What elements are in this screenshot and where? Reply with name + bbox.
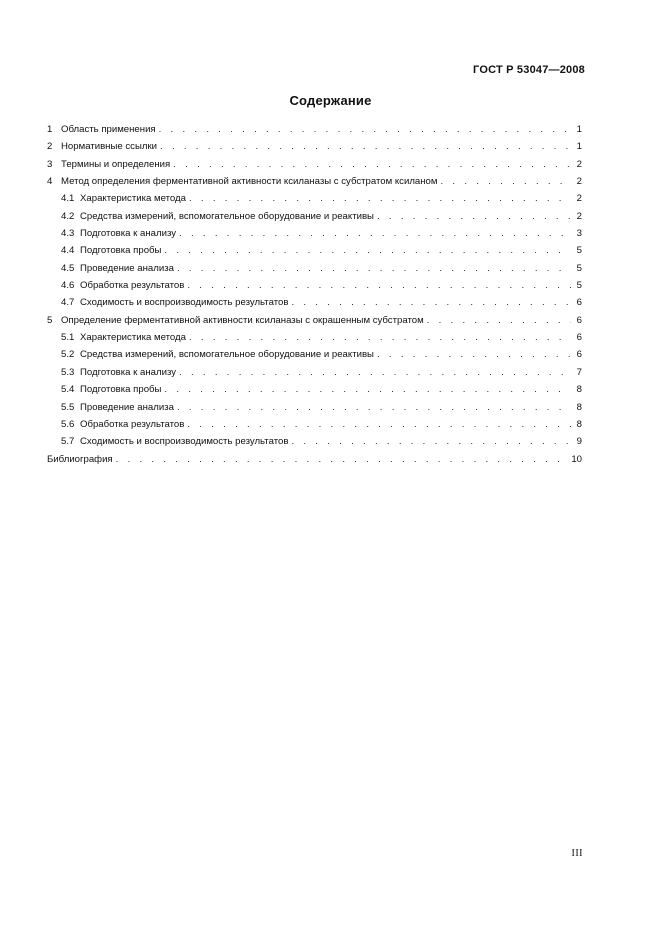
- toc-entry-number: 4: [47, 176, 53, 188]
- toc-entry-page: 5: [576, 262, 582, 274]
- toc-entry-title: Термины и определения: [61, 158, 171, 170]
- toc-entry[interactable]: [47, 364, 582, 381]
- toc-entry[interactable]: [47, 208, 582, 225]
- toc-entry-title: Средства измерений, вспомогательное оборудование и реактивы: [80, 349, 374, 361]
- toc-entry[interactable]: [47, 156, 582, 173]
- toc-leader-dots: [164, 381, 571, 398]
- toc-entry-number: 1: [47, 124, 53, 135]
- toc-entry-page: 2: [576, 193, 582, 205]
- toc-leader-dots: [159, 121, 571, 138]
- toc-leader-dots: [116, 451, 569, 468]
- toc-entry-title: Подготовка к анализу: [80, 366, 177, 378]
- toc-entry[interactable]: [47, 451, 582, 468]
- toc-entry[interactable]: [47, 346, 582, 363]
- toc-entry-title: Нормативные ссылки: [61, 141, 158, 153]
- toc-entry[interactable]: [47, 277, 582, 294]
- toc-leader-dots: [164, 242, 571, 259]
- toc-entry-number: 5.6: [61, 418, 75, 430]
- toc-leader-dots: [187, 416, 571, 433]
- toc-entry-title: Характеристика метода: [80, 332, 186, 344]
- toc-entry-page: 5: [576, 280, 582, 292]
- toc-leader-dots: [291, 294, 571, 311]
- toc-entry-page: 6: [576, 314, 582, 326]
- toc-entry[interactable]: [47, 329, 582, 346]
- toc-entry-title: Область применения: [61, 124, 156, 135]
- toc-entry[interactable]: [47, 381, 582, 398]
- toc-entry-number: 4.3: [61, 228, 75, 240]
- toc-entry[interactable]: [47, 433, 582, 450]
- toc-entry-page: 6: [576, 332, 582, 344]
- toc-entry-number: 5.2: [61, 349, 75, 361]
- toc-entry-page: 5: [576, 245, 582, 257]
- toc-entry-page: 10: [571, 453, 582, 465]
- toc-entry-number: 5.1: [61, 332, 75, 344]
- toc-entry-number: 4.2: [61, 210, 75, 222]
- toc-entry-title: Подготовка к анализу: [80, 228, 177, 240]
- toc-leader-dots: [179, 364, 571, 381]
- toc-leader-dots: [177, 399, 571, 416]
- toc-entry-title: Сходимость и воспроизводимость результатов: [80, 436, 289, 448]
- toc-entry-title: Проведение анализа: [80, 262, 174, 274]
- toc-leader-dots: [189, 329, 571, 346]
- toc-entry-page: 8: [576, 418, 582, 430]
- toc-leader-dots: [173, 156, 571, 173]
- toc-entry-number: 5.4: [61, 384, 75, 396]
- toc-entry-title: Обработка результатов: [80, 418, 185, 430]
- toc-entry[interactable]: [47, 294, 582, 311]
- toc-entry-page: 8: [576, 384, 582, 396]
- toc-leader-dots: [377, 208, 571, 225]
- toc-leader-dots: [189, 190, 571, 207]
- toc-entry[interactable]: [47, 121, 582, 138]
- toc-leader-dots: [441, 173, 572, 190]
- toc-entry[interactable]: [47, 399, 582, 416]
- page-number: III: [571, 848, 583, 859]
- toc-entry-page: 1: [576, 141, 582, 153]
- toc-entry-number: 4.7: [61, 297, 75, 309]
- toc-leader-dots: [160, 138, 571, 155]
- toc-entry-page: 6: [576, 297, 582, 309]
- toc-entry-title: Обработка результатов: [80, 280, 185, 292]
- toc-entry-title: Проведение анализа: [80, 401, 174, 413]
- toc-entry-number: 4.4: [61, 245, 75, 257]
- toc-entry[interactable]: [47, 138, 582, 155]
- toc-entry-title: Метод определения ферментативной активности ксиланазы с субстратом ксиланом: [61, 176, 438, 188]
- toc-entry-page: 7: [576, 366, 582, 378]
- toc-title: Содержание: [289, 93, 372, 108]
- toc-list: [47, 121, 582, 468]
- toc-leader-dots: [187, 277, 571, 294]
- toc-leader-dots: [179, 225, 571, 242]
- toc-entry-title: Характеристика метода: [80, 193, 186, 205]
- toc-entry-page: 3: [576, 228, 582, 240]
- toc-leader-dots: [291, 433, 571, 450]
- toc-entry[interactable]: [47, 242, 582, 259]
- toc-entry-page: 2: [576, 158, 582, 170]
- toc-entry-number: 5: [47, 314, 53, 326]
- toc-entry[interactable]: [47, 416, 582, 433]
- toc-entry[interactable]: [47, 260, 582, 277]
- toc-entry-number: 4.6: [61, 280, 75, 292]
- toc-entry[interactable]: [47, 312, 582, 329]
- toc-entry-title: Средства измерений, вспомогательное оборудование и реактивы: [80, 210, 374, 222]
- toc-leader-dots: [427, 312, 571, 329]
- toc-leader-dots: [377, 346, 571, 363]
- toc-entry-title: Библиография: [47, 453, 113, 465]
- toc-entry-number: 2: [47, 141, 53, 153]
- toc-entry-title: Подготовка пробы: [80, 245, 162, 257]
- toc-entry[interactable]: [47, 190, 582, 207]
- toc-entry-number: 4.1: [61, 193, 75, 205]
- toc-entry-page: 2: [576, 210, 582, 222]
- toc-entry-number: 3: [47, 158, 53, 170]
- toc-leader-dots: [177, 260, 571, 277]
- document-code: ГОСТ Р 53047—2008: [473, 64, 585, 76]
- toc-entry[interactable]: [47, 225, 582, 242]
- toc-entry-page: 6: [576, 349, 582, 361]
- toc-entry-page: 9: [576, 436, 582, 448]
- toc-entry-page: 2: [576, 176, 582, 188]
- toc-entry-number: 5.5: [61, 401, 75, 413]
- toc-entry-number: 4.5: [61, 262, 75, 274]
- toc-entry-page: 8: [576, 401, 582, 413]
- toc-entry[interactable]: [47, 173, 582, 190]
- toc-entry-title: Подготовка пробы: [80, 384, 162, 396]
- toc-entry-title: Сходимость и воспроизводимость результатов: [80, 297, 289, 309]
- toc-entry-number: 5.3: [61, 366, 75, 378]
- toc-entry-number: 5.7: [61, 436, 75, 448]
- toc-entry-title: Определение ферментативной активности ксиланазы с окрашенным субстратом: [61, 314, 424, 326]
- toc-entry-page: 1: [576, 124, 582, 135]
